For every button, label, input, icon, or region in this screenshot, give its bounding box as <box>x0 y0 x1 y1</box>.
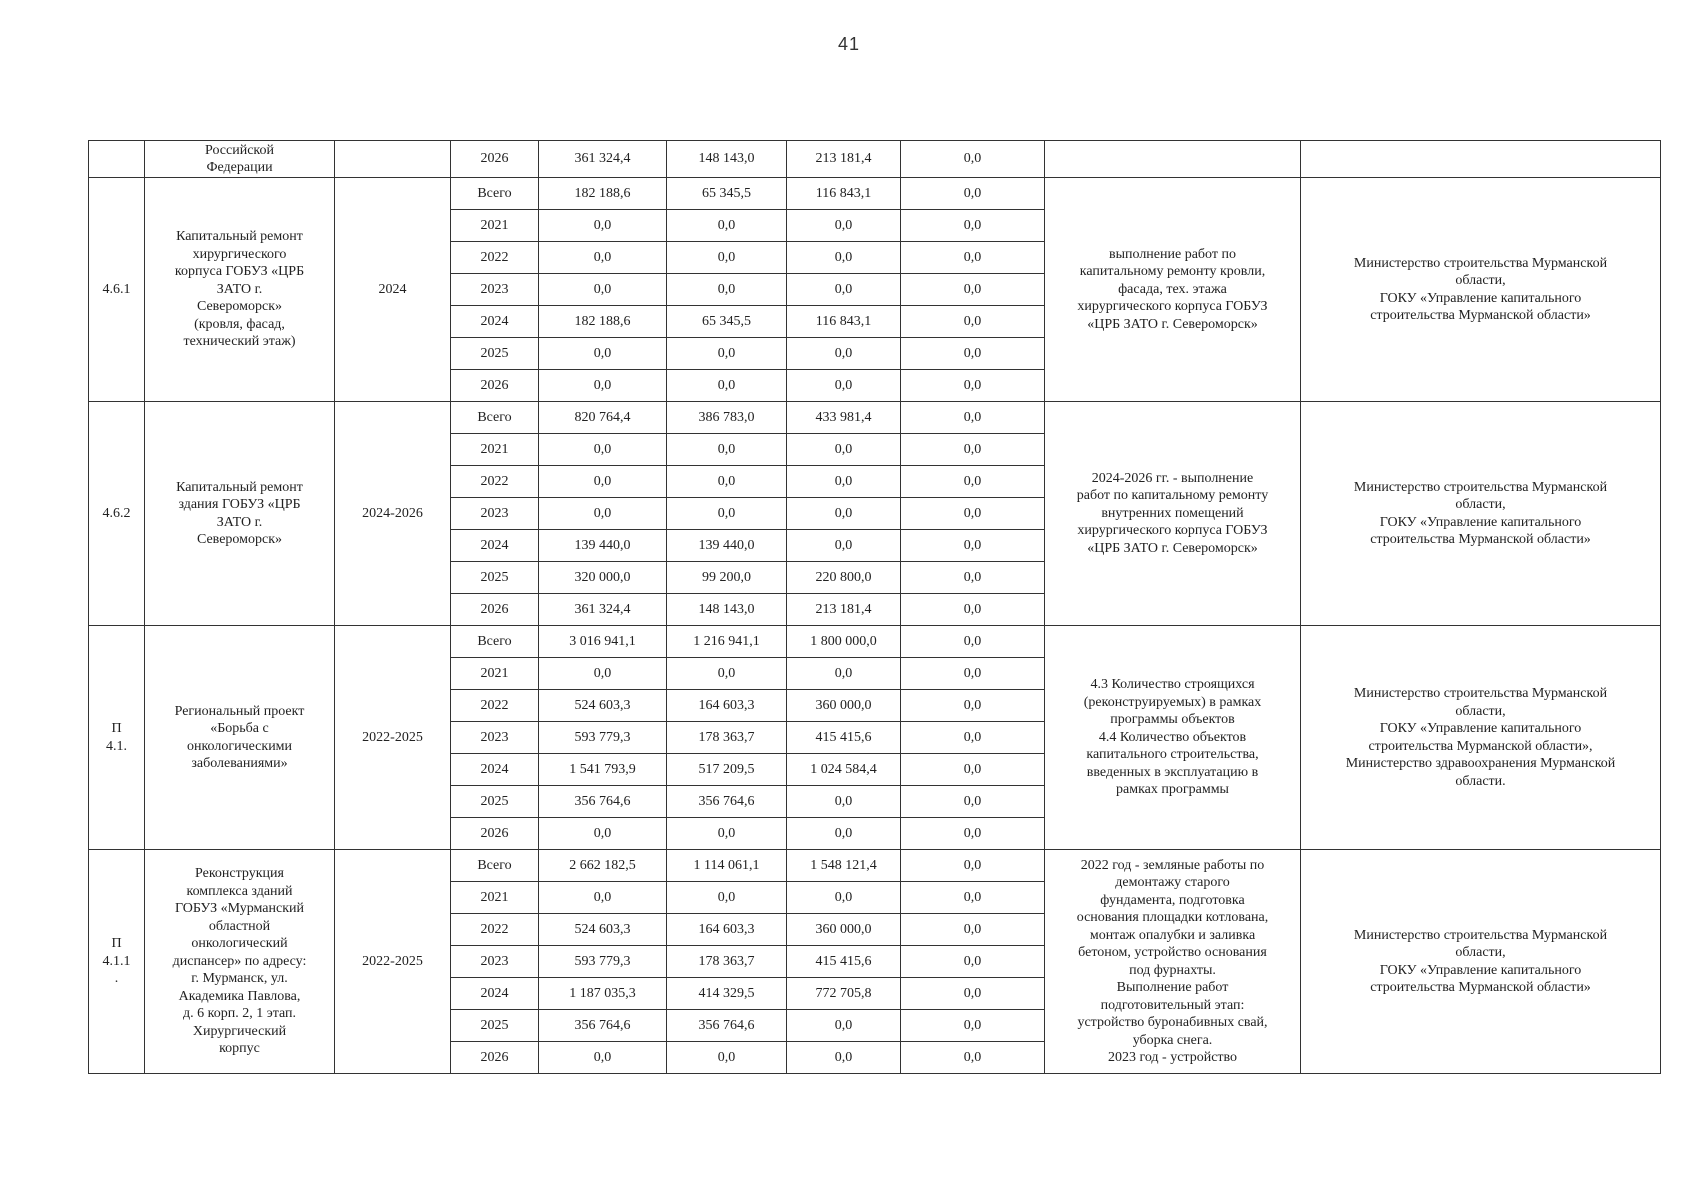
total-cell: 0,0 <box>539 370 667 402</box>
extra-cell: 0,0 <box>901 530 1045 562</box>
total-cell: 0,0 <box>539 818 667 850</box>
regional-cell: 65 345,5 <box>667 306 787 338</box>
executor-cell <box>1301 141 1661 178</box>
total-cell: 0,0 <box>539 1042 667 1074</box>
federal-cell: 213 181,4 <box>787 141 901 178</box>
year-cell: 2026 <box>451 141 539 178</box>
year-cell: 2023 <box>451 498 539 530</box>
federal-cell: 1 548 121,4 <box>787 850 901 882</box>
extra-cell: 0,0 <box>901 466 1045 498</box>
regional-cell: 0,0 <box>667 882 787 914</box>
regional-cell: 1 114 061,1 <box>667 850 787 882</box>
name-cell: Капитальный ремонт здания ГОБУЗ «ЦРБ ЗАТО г. Североморск» <box>145 402 335 626</box>
regional-cell: 0,0 <box>667 242 787 274</box>
year-cell: 2021 <box>451 434 539 466</box>
federal-cell: 0,0 <box>787 1042 901 1074</box>
extra-cell: 0,0 <box>901 882 1045 914</box>
regional-cell: 356 764,6 <box>667 786 787 818</box>
federal-cell: 433 981,4 <box>787 402 901 434</box>
result-cell: 2022 год - земляные работы по демонтажу старого фундамента, подготовка основания площадки котлована, монтаж опалубки и заливка бетоном, устройство основания под фурнахты. Выполнение работ подготовительный этап: устройство буронабивных свай, уборка снега. 2023 год - устройство <box>1045 850 1301 1074</box>
year-cell: 2026 <box>451 818 539 850</box>
year-cell: 2024 <box>451 306 539 338</box>
regional-cell: 148 143,0 <box>667 141 787 178</box>
total-cell: 0,0 <box>539 338 667 370</box>
program-table <box>88 140 1661 1074</box>
extra-cell: 0,0 <box>901 242 1045 274</box>
extra-cell: 0,0 <box>901 498 1045 530</box>
regional-cell: 0,0 <box>667 818 787 850</box>
total-cell: 820 764,4 <box>539 402 667 434</box>
regional-cell: 164 603,3 <box>667 914 787 946</box>
federal-cell: 772 705,8 <box>787 978 901 1010</box>
extra-cell: 0,0 <box>901 338 1045 370</box>
total-cell: 2 662 182,5 <box>539 850 667 882</box>
regional-cell: 164 603,3 <box>667 690 787 722</box>
federal-cell: 220 800,0 <box>787 562 901 594</box>
year-cell: 2025 <box>451 786 539 818</box>
period-cell: 2024 <box>335 178 451 402</box>
year-cell: 2025 <box>451 338 539 370</box>
year-cell: 2023 <box>451 274 539 306</box>
table-row <box>89 626 1661 658</box>
extra-cell: 0,0 <box>901 658 1045 690</box>
total-cell: 139 440,0 <box>539 530 667 562</box>
regional-cell: 0,0 <box>667 1042 787 1074</box>
federal-cell: 0,0 <box>787 466 901 498</box>
regional-cell: 0,0 <box>667 498 787 530</box>
total-cell: 320 000,0 <box>539 562 667 594</box>
year-cell: 2021 <box>451 658 539 690</box>
year-cell: 2024 <box>451 978 539 1010</box>
total-cell: 0,0 <box>539 434 667 466</box>
year-cell: 2026 <box>451 370 539 402</box>
extra-cell: 0,0 <box>901 946 1045 978</box>
total-cell: 1 541 793,9 <box>539 754 667 786</box>
name-cell: Российской Федерации <box>145 141 335 178</box>
year-cell: 2023 <box>451 946 539 978</box>
table-row <box>89 402 1661 434</box>
federal-cell: 360 000,0 <box>787 914 901 946</box>
page-number: 41 <box>837 34 861 54</box>
federal-cell: 0,0 <box>787 658 901 690</box>
extra-cell: 0,0 <box>901 434 1045 466</box>
name-cell: Капитальный ремонт хирургического корпуса ГОБУЗ «ЦРБ ЗАТО г. Североморск» (кровля, фасад, технический этаж) <box>145 178 335 402</box>
extra-cell: 0,0 <box>901 754 1045 786</box>
extra-cell: 0,0 <box>901 626 1045 658</box>
total-cell: 182 188,6 <box>539 178 667 210</box>
regional-cell: 386 783,0 <box>667 402 787 434</box>
total-cell: 356 764,6 <box>539 786 667 818</box>
period-cell: 2022-2025 <box>335 850 451 1074</box>
extra-cell: 0,0 <box>901 141 1045 178</box>
regional-cell: 139 440,0 <box>667 530 787 562</box>
regional-cell: 356 764,6 <box>667 1010 787 1042</box>
federal-cell: 0,0 <box>787 530 901 562</box>
extra-cell: 0,0 <box>901 818 1045 850</box>
total-cell: 0,0 <box>539 882 667 914</box>
extra-cell: 0,0 <box>901 722 1045 754</box>
total-cell: 361 324,4 <box>539 141 667 178</box>
executor-cell: Министерство строительства Мурманской области, ГОКУ «Управление капитального строительства Мурманской области» <box>1301 402 1661 626</box>
extra-cell: 0,0 <box>901 786 1045 818</box>
regional-cell: 0,0 <box>667 658 787 690</box>
federal-cell: 116 843,1 <box>787 306 901 338</box>
result-cell <box>1045 141 1301 178</box>
code-cell: П 4.1.1 . <box>89 850 145 1074</box>
extra-cell: 0,0 <box>901 178 1045 210</box>
extra-cell: 0,0 <box>901 914 1045 946</box>
table-row <box>89 850 1661 882</box>
period-cell: 2024-2026 <box>335 402 451 626</box>
extra-cell: 0,0 <box>901 850 1045 882</box>
federal-cell: 0,0 <box>787 242 901 274</box>
total-cell: 593 779,3 <box>539 946 667 978</box>
result-cell: 4.3 Количество строящихся (реконструируемых) в рамках программы объектов 4.4 Количество объектов капитального строительства, введенных в эксплуатацию в рамках программы <box>1045 626 1301 850</box>
year-cell: 2026 <box>451 1042 539 1074</box>
federal-cell: 0,0 <box>787 370 901 402</box>
federal-cell: 360 000,0 <box>787 690 901 722</box>
federal-cell: 213 181,4 <box>787 594 901 626</box>
total-cell: 0,0 <box>539 498 667 530</box>
code-cell: 4.6.1 <box>89 178 145 402</box>
year-cell: Всего <box>451 402 539 434</box>
federal-cell: 0,0 <box>787 434 901 466</box>
continuation-row <box>89 141 1661 178</box>
regional-cell: 178 363,7 <box>667 946 787 978</box>
regional-cell: 178 363,7 <box>667 722 787 754</box>
regional-cell: 99 200,0 <box>667 562 787 594</box>
table-row <box>89 178 1661 210</box>
federal-cell: 0,0 <box>787 818 901 850</box>
total-cell: 361 324,4 <box>539 594 667 626</box>
executor-cell: Министерство строительства Мурманской области, ГОКУ «Управление капитального строительства Мурманской области», Министерство здравоохранения Мурманской области. <box>1301 626 1661 850</box>
period-cell <box>335 141 451 178</box>
regional-cell: 0,0 <box>667 210 787 242</box>
extra-cell: 0,0 <box>901 370 1045 402</box>
year-cell: Всего <box>451 850 539 882</box>
total-cell: 182 188,6 <box>539 306 667 338</box>
federal-cell: 0,0 <box>787 786 901 818</box>
year-cell: 2022 <box>451 466 539 498</box>
regional-cell: 65 345,5 <box>667 178 787 210</box>
year-cell: 2022 <box>451 690 539 722</box>
year-cell: 2022 <box>451 242 539 274</box>
result-cell: 2024-2026 гг. - выполнение работ по капитальному ремонту внутренних помещений хирургического корпуса ГОБУЗ «ЦРБ ЗАТО г. Североморск» <box>1045 402 1301 626</box>
federal-cell: 0,0 <box>787 498 901 530</box>
executor-cell: Министерство строительства Мурманской области, ГОКУ «Управление капитального строительства Мурманской области» <box>1301 178 1661 402</box>
extra-cell: 0,0 <box>901 594 1045 626</box>
regional-cell: 148 143,0 <box>667 594 787 626</box>
total-cell: 524 603,3 <box>539 690 667 722</box>
year-cell: 2021 <box>451 210 539 242</box>
year-cell: 2022 <box>451 914 539 946</box>
code-cell: 4.6.2 <box>89 402 145 626</box>
regional-cell: 1 216 941,1 <box>667 626 787 658</box>
federal-cell: 415 415,6 <box>787 722 901 754</box>
regional-cell: 0,0 <box>667 338 787 370</box>
total-cell: 0,0 <box>539 242 667 274</box>
extra-cell: 0,0 <box>901 306 1045 338</box>
result-cell: выполнение работ по капитальному ремонту кровли, фасада, тех. этажа хирургического корпуса ГОБУЗ «ЦРБ ЗАТО г. Североморск» <box>1045 178 1301 402</box>
federal-cell: 0,0 <box>787 882 901 914</box>
name-cell: Реконструкция комплекса зданий ГОБУЗ «Мурманский областной онкологический диспансер» по адресу: г. Мурманск, ул. Академика Павлова, д. 6 корп. 2, 1 этап. Хирургический корпус <box>145 850 335 1074</box>
year-cell: 2025 <box>451 1010 539 1042</box>
year-cell: 2026 <box>451 594 539 626</box>
federal-cell: 1 024 584,4 <box>787 754 901 786</box>
total-cell: 0,0 <box>539 274 667 306</box>
total-cell: 593 779,3 <box>539 722 667 754</box>
year-cell: 2021 <box>451 882 539 914</box>
total-cell: 0,0 <box>539 658 667 690</box>
extra-cell: 0,0 <box>901 210 1045 242</box>
extra-cell: 0,0 <box>901 274 1045 306</box>
year-cell: 2023 <box>451 722 539 754</box>
extra-cell: 0,0 <box>901 978 1045 1010</box>
name-cell: Региональный проект «Борьба с онкологическими заболеваниями» <box>145 626 335 850</box>
federal-cell: 0,0 <box>787 1010 901 1042</box>
total-cell: 3 016 941,1 <box>539 626 667 658</box>
regional-cell: 0,0 <box>667 466 787 498</box>
extra-cell: 0,0 <box>901 1010 1045 1042</box>
executor-cell: Министерство строительства Мурманской области, ГОКУ «Управление капитального строительства Мурманской области» <box>1301 850 1661 1074</box>
code-cell: П 4.1. <box>89 626 145 850</box>
federal-cell: 0,0 <box>787 274 901 306</box>
extra-cell: 0,0 <box>901 690 1045 722</box>
year-cell: 2024 <box>451 754 539 786</box>
regional-cell: 414 329,5 <box>667 978 787 1010</box>
period-cell: 2022-2025 <box>335 626 451 850</box>
total-cell: 524 603,3 <box>539 914 667 946</box>
extra-cell: 0,0 <box>901 402 1045 434</box>
total-cell: 356 764,6 <box>539 1010 667 1042</box>
federal-cell: 0,0 <box>787 338 901 370</box>
year-cell: Всего <box>451 178 539 210</box>
year-cell: 2024 <box>451 530 539 562</box>
code-cell <box>89 141 145 178</box>
total-cell: 0,0 <box>539 466 667 498</box>
total-cell: 1 187 035,3 <box>539 978 667 1010</box>
federal-cell: 116 843,1 <box>787 178 901 210</box>
extra-cell: 0,0 <box>901 1042 1045 1074</box>
regional-cell: 517 209,5 <box>667 754 787 786</box>
federal-cell: 1 800 000,0 <box>787 626 901 658</box>
extra-cell: 0,0 <box>901 562 1045 594</box>
total-cell: 0,0 <box>539 210 667 242</box>
year-cell: 2025 <box>451 562 539 594</box>
regional-cell: 0,0 <box>667 434 787 466</box>
regional-cell: 0,0 <box>667 370 787 402</box>
year-cell: Всего <box>451 626 539 658</box>
federal-cell: 415 415,6 <box>787 946 901 978</box>
federal-cell: 0,0 <box>787 210 901 242</box>
regional-cell: 0,0 <box>667 274 787 306</box>
